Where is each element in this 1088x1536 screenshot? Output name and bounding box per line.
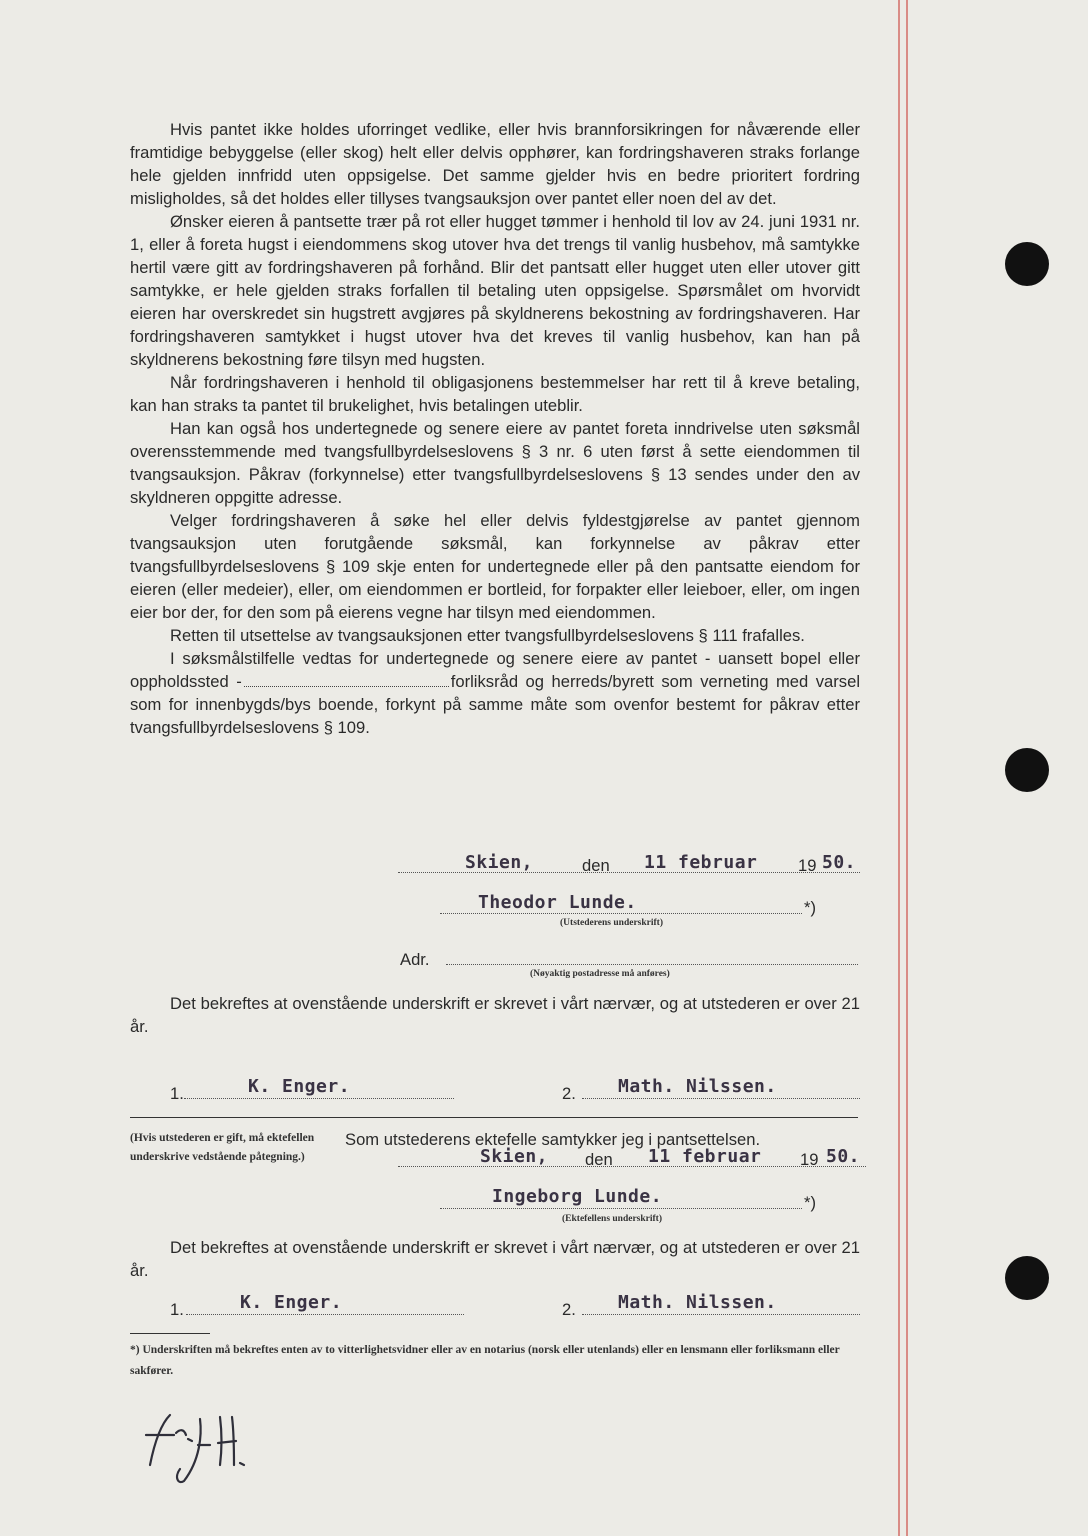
margin-rule-left bbox=[898, 0, 900, 1536]
signature-line bbox=[440, 1208, 802, 1209]
witness-2-name: Math. Nilssen. bbox=[618, 1292, 777, 1313]
punch-hole bbox=[1005, 242, 1049, 286]
paragraph: Velger fordringshaveren å søke hel eller delvis fyldestgjørelse av pantet gjennom tvangsauksjon uten forutgående søksmål, kan forkynnelse av påkrav etter tvangsfullbyrdelseslovens § 109 skje enten for undertegnede eller på den pantsatte eiendom for eieren (eller medeier), eller, om eiendommen er bortleid, for forpakter eller leieboer, eller, om ingen eier bor der, for den som på eierens vegne har tilsyn med eiendommen. bbox=[130, 511, 860, 622]
den-label: den bbox=[585, 1150, 613, 1169]
year-suffix: 50. bbox=[822, 852, 857, 873]
signature-caption: (Ektefellens underskrift) bbox=[562, 1214, 663, 1224]
venue-clause bbox=[130, 647, 860, 739]
date-line bbox=[398, 1166, 866, 1167]
witness-2-name: Math. Nilssen. bbox=[618, 1076, 777, 1097]
signature-line bbox=[440, 913, 802, 914]
address-caption: (Nøyaktig postadresse må anføres) bbox=[530, 969, 670, 979]
spouse-date: 11 februar bbox=[648, 1146, 762, 1167]
footnote-rule bbox=[130, 1333, 210, 1334]
witness-line bbox=[186, 1314, 464, 1315]
punch-hole bbox=[1005, 748, 1049, 792]
paragraph: Ønsker eieren å pantsette trær på rot eller hugget tømmer i henhold til lov av 24. juni 1931 nr. 1, eller å foreta hugst i eiendommens skog utover hva det trengs til vanlig husbehov, må samtykke hertil være gitt av fordringshaveren på forhånd. Blir det pantsatt eller hugget uten eller utover gitt samtykke, er hele gjelden straks forfallen til betaling uten oppsigelse. Spørsmålet om hvorvidt eieren har overskredet sin hugstrett avgjøres på skyldnerens bekostning av fordringshaveren. Har fordringshaveren samtykket i hugst utover hva det kreves til vanlig husbehov, kan han på skyldnerens bekostning føre tilsyn med hugsten. bbox=[130, 212, 860, 369]
spouse-consent: Som utstederens ektefelle samtykker jeg i pantsettelsen. bbox=[345, 1130, 761, 1149]
address-line bbox=[446, 964, 858, 965]
spouse-note: (Hvis utstederen er gift, må ektefellen underskrive vedstående påtegning.) bbox=[130, 1132, 315, 1163]
paragraph: Hvis pantet ikke holdes uforringet vedlike, eller hvis brannforsikringen for nåværende eller framtidige bebyggelse (eller skog) helt eller delvis opphører, kan fordringshaveren straks forlange hele gjelden innfridd uten oppsigelse. Det samme gjelder hvis en bedre prioritert fordring misligholdes, så det holdes eller tillyses tvangsauksjon over pantet eller noen del av det. bbox=[130, 120, 860, 208]
witness-1-name: K. Enger. bbox=[240, 1292, 343, 1313]
section-divider bbox=[130, 1117, 858, 1118]
margin-rule-right bbox=[906, 0, 908, 1536]
handwritten-initials bbox=[140, 1405, 290, 1485]
paragraph: Han kan også hos undertegnede og senere eiere av pantet foreta inndrivelse uten søksmål overensstemmende med tvangsfullbyrdelseslovens § 3 nr. 6 uten først å sette eiendommen til tvangsauksjon. Påkrav (forkynnelse) etter tvangsfullbyrdelseslovens § 13 sendes under den av skyldneren oppgitte adresse. bbox=[130, 419, 860, 507]
asterisk: *) bbox=[804, 898, 816, 917]
year-prefix: 19 bbox=[798, 856, 817, 875]
witness-number: 2. bbox=[562, 1084, 576, 1103]
paragraph: Når fordringshaveren i henhold til obligasjonens bestemmelser har rett til å kreve betaling, kan han straks ta pantet til brukelighet, hvis betalingen uteblir. bbox=[130, 373, 860, 415]
address-label: Adr. bbox=[400, 950, 430, 969]
paragraph: Retten til utsettelse av tvangsauksjonen etter tvangsfullbyrdelseslovens § 111 frafalles. bbox=[170, 626, 805, 645]
mortgage-terms bbox=[130, 118, 860, 739]
year-suffix: 50. bbox=[826, 1146, 861, 1167]
witness-line bbox=[582, 1314, 860, 1315]
issuer-signature: Theodor Lunde. bbox=[478, 892, 637, 913]
footnote: *) Underskriften må bekreftes enten av to vitterlighetsvidner eller av en notarius (norsk eller utenlands) eller en lensmann eller forliksmann eller sakfører. bbox=[130, 1344, 840, 1377]
year-prefix: 19 bbox=[800, 1150, 819, 1169]
venue-clause-part1: I søksmålstilfelle vedtas for undertegnede og senere eiere av pantet - uansett bopel eller oppholdssted - bbox=[130, 649, 860, 691]
issuer-date: 11 februar bbox=[644, 852, 758, 873]
witness-statement bbox=[130, 1236, 860, 1282]
witness-statement bbox=[130, 992, 860, 1038]
spouse-place: Skien, bbox=[480, 1146, 549, 1167]
witness-line bbox=[582, 1098, 860, 1099]
den-label: den bbox=[582, 856, 610, 875]
witness-number: 1. bbox=[170, 1084, 184, 1103]
witness-number: 2. bbox=[562, 1300, 576, 1319]
blank-line bbox=[244, 674, 449, 687]
witness-text: Det bekreftes at ovenstående underskrift er skrevet i vårt nærvær, og at utstederen er over 21 år. bbox=[130, 1238, 860, 1280]
witness-text: Det bekreftes at ovenstående underskrift er skrevet i vårt nærvær, og at utstederen er over 21 år. bbox=[130, 994, 860, 1036]
punch-hole bbox=[1005, 1256, 1049, 1300]
witness-number: 1. bbox=[170, 1300, 184, 1319]
witness-1-name: K. Enger. bbox=[248, 1076, 351, 1097]
asterisk: *) bbox=[804, 1193, 816, 1212]
venue-clause-part2: forliksråd og herreds/byrett som verneting med varsel som for innenbygds/bys boende, forkynt på samme måte som ovenfor bestemt for påkrav etter tvangsfullbyrdelseslovens § 109. bbox=[130, 672, 861, 737]
issuer-place: Skien, bbox=[465, 852, 534, 873]
witness-line bbox=[184, 1098, 454, 1099]
spouse-signature: Ingeborg Lunde. bbox=[492, 1186, 663, 1207]
signature-caption: (Utstederens underskrift) bbox=[560, 918, 663, 928]
